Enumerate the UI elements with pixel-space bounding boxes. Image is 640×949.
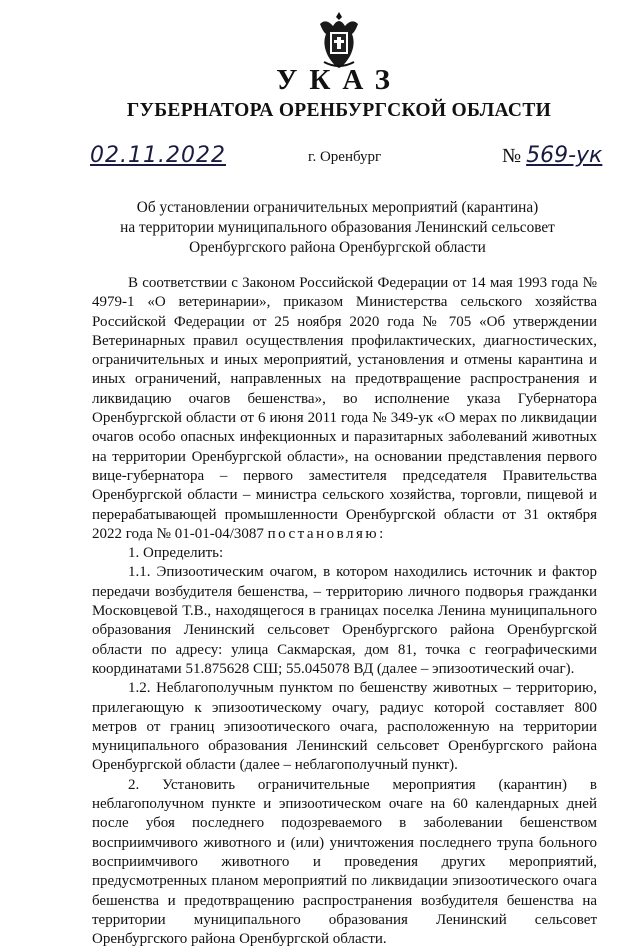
- preamble-paragraph: [92, 274, 597, 544]
- heading-line: Оренбургского района Оренбургской области: [189, 239, 486, 256]
- issuer-title: ГУБЕРНАТОРА ОРЕНБУРГСКОЙ ОБЛАСТИ: [126, 100, 552, 121]
- document-city: г. Оренбург: [308, 149, 382, 165]
- number-sign: №: [502, 145, 522, 167]
- item-1: 1. Определить:: [128, 545, 224, 562]
- document-heading: [110, 198, 565, 258]
- item-1-1: 1.1. Эпизоотическим очагом, в котором находились источник и фактор передачи возбудителя бешенства, – территорию личного подворья гражданки Московцевой Т.В., находящегося в границах поселка Ленина муниципального образования Ленинский сельсовет Оренбургского района Оренбургской области по адресу: улица Сакмарская, дом 81, точка с географическими координатами 51.875628 СШ; 55.045078 ВД (далее – эпизоотический очаг).: [92, 564, 597, 677]
- document-date: 02.11.2022: [90, 143, 226, 168]
- item-1-2: 1.2. Неблагополучным пунктом по бешенству животных – территорию, прилегающую к эпизоотическому очагу, радиус которой составляет 800 метров от границ эпизоотического очага, расположенную на территории муниципального образования Ленинский сельсовет Оренбургского района Оренбургской области (далее – неблагополучный пункт).: [92, 680, 597, 774]
- number-value: 569-ук: [526, 143, 603, 168]
- document-number: [502, 143, 602, 168]
- coat-of-arms-icon: [316, 10, 362, 68]
- document-body: [92, 274, 597, 949]
- preamble-text: В соответствии с Законом Российской Федерации от 14 мая 1993 года № 4979-1 «О ветеринарии», приказом Министерства сельского хозяйства Российской Федерации от 25 ноября 2020 года № 705 «Об утверждении Ветеринарных правил осуществления профилактических, диагностических, ограничительных и иных мероприятий, установления и отмены карантина и иных ограничений, направленных на предотвращение распространения и ликвидацию очагов бешенства», во исполнение указа Губернатора Оренбургской области от 6 июня 2011 года № 349-ук «О мерах по ликвидации очагов особо опасных инфекционных и паразитарных заболеваний животных на территории Оренбургской области», на основании представления первого вице-губернатора – первого заместителя председателя Правительства Оренбургской области – министра сельского хозяйства, торговли, пищевой и перерабатывающей промышленности Оренбургской области от 31 октября 2022 года № 01-01-04/3087: [92, 275, 597, 542]
- item-2: 2. Установить ограничительные мероприятия (карантин) в неблагополучном пункте и эпизоотическом очаге на 60 календарных дней после убоя последнего подозреваемого в заболевании бешенством восприимчивого животного и (или) уничтожения последнего трупа больного восприимчивого животного и проведения других мероприятий, предусмотренных планом мероприятий по ликвидации эпизоотического очага бешенства и предотвращению распространения возбудителя бешенства на территории муниципального образования Ленинский сельсовет Оренбургского района Оренбургской области.: [92, 776, 597, 948]
- decree-word: постановляю:: [267, 525, 386, 542]
- document-title: УКАЗ: [276, 64, 402, 96]
- heading-line: Об установлении ограничительных мероприятий (карантина): [136, 199, 539, 216]
- heading-line: на территории муниципального образования Ленинский сельсовет: [120, 219, 555, 236]
